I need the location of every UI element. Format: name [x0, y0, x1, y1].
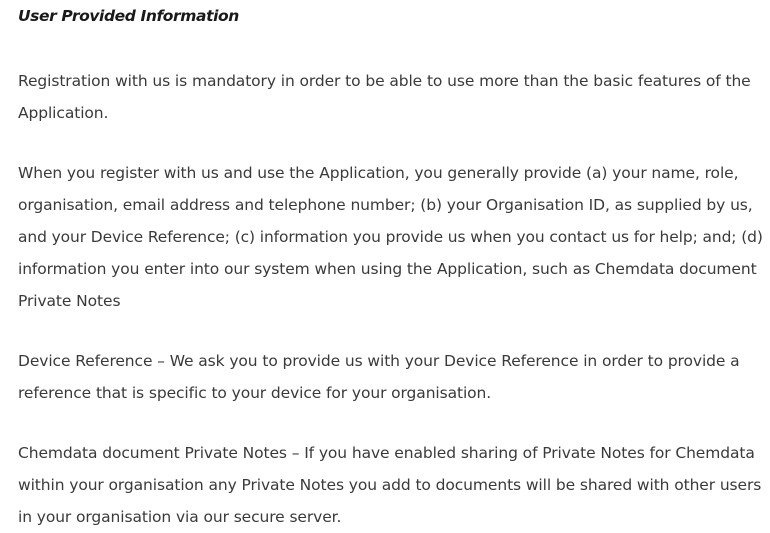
- paragraph-line: Chemdata document Private Notes – If you have enabled sharing of Private Notes for Chemdata: [18, 444, 755, 462]
- paragraph-line: When you register with us and use the Application, you generally provide (a) your name, role,: [18, 164, 739, 182]
- paragraph-line: Private Notes: [18, 292, 121, 310]
- document-content: [18, 0, 763, 533]
- paragraph-line: information you enter into our system when using the Application, such as Chemdata document: [18, 260, 757, 278]
- paragraph-line: and your Device Reference; (c) information you provide us when you contact us for help; and; (d): [18, 228, 763, 246]
- paragraph-line: within your organisation any Private Notes you add to documents will be shared with other users: [18, 476, 762, 494]
- paragraph-line: in your organisation via our secure server.: [18, 508, 342, 526]
- paragraph-line: Application.: [18, 104, 109, 122]
- paragraph-line: organisation, email address and telephone number; (b) your Organisation ID, as supplied by us,: [18, 196, 753, 214]
- paragraph-registration: [18, 65, 763, 129]
- paragraph-device-reference: [18, 345, 763, 409]
- paragraph-line: Device Reference – We ask you to provide us with your Device Reference in order to provide a: [18, 352, 740, 370]
- paragraph-private-notes: [18, 437, 763, 533]
- section-heading: User Provided Information: [18, 7, 239, 25]
- paragraph-information-provided: [18, 157, 763, 317]
- paragraph-line: Registration with us is mandatory in order to be able to use more than the basic features of the: [18, 72, 751, 90]
- paragraph-line: reference that is specific to your device for your organisation.: [18, 384, 492, 402]
